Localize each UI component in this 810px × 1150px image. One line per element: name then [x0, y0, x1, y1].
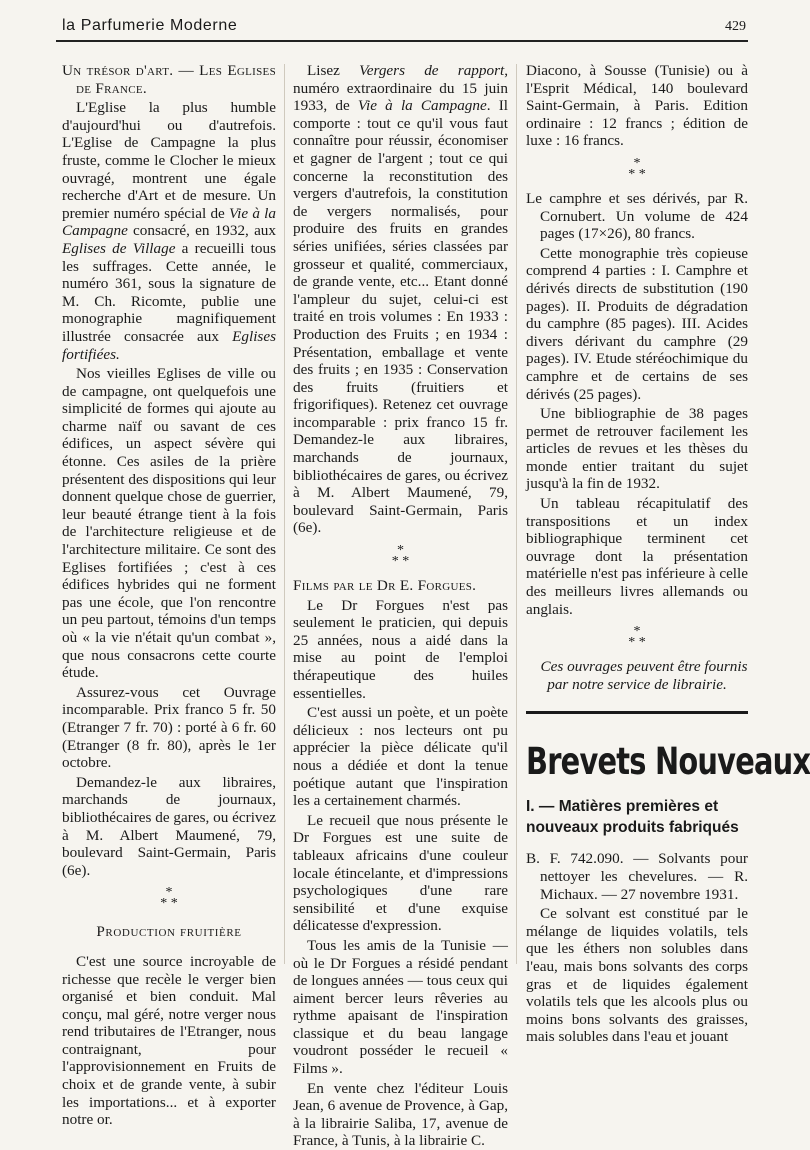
column-1: [62, 62, 276, 1129]
asterism-4: [526, 624, 748, 651]
asterism-1: [62, 885, 276, 912]
asterism-3: [526, 155, 748, 182]
camphre-paragraph-3: Un tableau récapitulatif des transpositions et un index bibliographique terminent cet ouvrage dont la présentation matérielle n'est pas inférieure à celle des meilleurs livres allemands ou anglais.: [526, 495, 748, 618]
films-paragraph-1: Le Dr Forgues n'est pas seulement le praticien, qui depuis 25 années, nous a aidé dans la mise au point de l'emploi thérapeutique des huiles essentielles.: [293, 596, 508, 702]
column-divider-1: [284, 64, 285, 964]
asterism-bottom: * *: [391, 554, 410, 570]
films-paragraph-5: En vente chez l'éditeur Louis Jean, 6 avenue de Provence, à Gap, à la librairie Saliba, 17, avenue de France, à Tunis, à la librairie C.: [293, 1079, 508, 1150]
asterism-bottom: * *: [628, 166, 646, 182]
header-rule: [56, 40, 748, 42]
page-header-title: la Parfumerie Moderne: [62, 17, 238, 34]
column-2: [293, 62, 509, 1150]
section-rule: [526, 711, 748, 714]
films-heading-text: Films par le Dr E. Forgues.: [293, 577, 477, 595]
page-number: 429: [725, 19, 746, 34]
tresor-p1-before: L'Eglise la plus humble d'aujourd'hui ou d'autrefois. L'Eglise de Campagne la plus fruste, comme le Clocher le mieux ouvragé, montrent une égale recherche d'Art et de mesure. Un premier numéro spécial de: [62, 99, 276, 222]
brevet-entry: [526, 850, 748, 903]
asterism-bottom: * *: [160, 896, 178, 912]
tresor-heading: [62, 62, 276, 97]
asterism-top: *: [633, 155, 641, 171]
column-3: [526, 62, 810, 1046]
column-divider-2: [516, 64, 517, 964]
camphre-heading: [526, 190, 748, 243]
camphre-heading-text: Le camphre et ses dérivés, par R. Cornubert. Un volume de 424 pages (17×26), 80 francs.: [526, 189, 748, 243]
eglises-fortifiees-title: Eglises fortifiées.: [62, 327, 276, 363]
camphre-paragraph-2: Une bibliographie de 38 pages permet de retrouver facilement les articles de revues et les thèses du monde entier traitant du sujet jusqu'à la fin de 1932.: [526, 405, 748, 493]
production-paragraph: C'est une source incroyable de richesse que recèle le verger bien organisé et bien conduit. Mal conçu, mal géré, notre verger nous rend tributaires de l'Etranger, nous contraignant, pour l'approvisionnement en Fruits de choix et de grande vente, à subir les importations... et à exporter notre or.: [62, 952, 276, 1129]
asterism-top: *: [633, 624, 641, 640]
vergers-p1-mid: , numéro extraordinaire du 15 juin 1933, de: [293, 62, 509, 115]
films-paragraph-3: Le recueil que nous présente le Dr Forgues est une suite de tableaux africains d'une couleur locale étincelante, et d'impressions psychologiques d'une rare sensibilité et d'une exquise délicatesse d'expression.: [293, 811, 508, 935]
vie-campagne-title-2: Vie à la Campagne: [357, 97, 487, 115]
matieres-premieres-subheading: I. — Matières premières et nouveaux produits fabriqués: [526, 798, 739, 837]
tresor-paragraph-2: Nos vieilles Eglises de ville ou de campagne, ont quelquefois une simplicité de formes qui ajoute au charme naïf ou savant de ces édifices, un aspect sévère qui étonne. Ces asiles de la prière présentent des dispositions qui leur donnent quelque chose de guerrier, leur beauté étrange tient à la fois de l'architecture religieuse et de l'architecture militaire. Ce sont des Eglises fortifiées ; c'est à ces édifices hybrides qui ne forment pas une école, que l'on rencontre un peu partout, témoins d'un temps où « la vie n'était qu'un combat », que nous consacrons cette courte étude.: [62, 365, 276, 682]
brevet-entry-text: B. F. 742.090. — Solvants pour nettoyer les chevelures. — R. Michaux. — 27 novembre 1931.: [526, 850, 748, 903]
tresor-p1-after: a recueilli tous les suffrages. Cette année, le numéro 361, sous la signature de M. Ch. Ricomte, publie une monographie magnifiquement illustrée consacrée aux: [62, 239, 276, 345]
brevet-paragraph: Ce solvant est constitué par le mélange de liquides volatils, tels que les éthers non solubles dans l'eau, mais bons solvants des corps gras et de liquides également volatils tels que les alcools plus ou moins bons solvants des graisses, mais solubles dans l'eau et jouant: [526, 905, 748, 1046]
vergers-rapport-title: Vergers de rapport: [359, 62, 505, 79]
films-paragraph-4: Tous les amis de la Tunisie — où le Dr Forgues a résidé pendant de longues années — tous ceux qui aiment bercer leurs rêveries au rythme apaisant de l'inspiration classique et du beau langage voudront posséder le recueil « Films ».: [293, 936, 508, 1078]
librairie-note: Ces ouvrages peuvent être fournis par notre service de librairie.: [540, 658, 748, 693]
films-heading: [293, 577, 508, 595]
films-paragraph-2: C'est aussi un poète, et un poète délicieux : nos lecteurs ont pu apprécier la pièce délicate qu'il nous a dédiée et dont la tenue poétique autant que l'inspiration les a certainement charmés.: [293, 704, 508, 810]
eglises-village-title: Eglises de Village: [62, 239, 176, 257]
camphre-paragraph-1: Cette monographie très copieuse comprend 4 parties : I. Camphre et dérivés directs de substitution (190 pages). II. Produits de dégradation du camphre (85 pages). III. Acides divers dérivant du camphre (29 pages). IV. Etude stéréochimique du camphre et de certains de ses dérivés (25 pages).: [526, 244, 748, 403]
vergers-p1-before: Lisez: [307, 62, 360, 79]
brevets-nouveaux-title: Brevets Nouveaux: [526, 740, 810, 784]
tresor-paragraph-1: [62, 99, 276, 363]
asterism-2: [293, 543, 508, 570]
asterism-top: *: [397, 543, 404, 559]
production-heading: Production fruitière: [96, 923, 242, 941]
asterism-top: *: [165, 885, 173, 901]
asterism-bottom: * *: [628, 635, 646, 651]
tresor-paragraph-4: Demandez-le aux libraires, marchands de journaux, bibliothécaires de gares, ou écrivez à M. Albert Maumené, 79, boulevard Saint-Germain, Paris (6e).: [62, 773, 276, 879]
tresor-heading-text: Un trésor d'art. — Les Eglises de France.: [62, 62, 276, 97]
films-continuation: Diacono, à Sousse (Tunisie) ou à l'Esprit Médical, 140 boulevard Saint-Germain, à Paris. Edition ordinaire : 12 francs ; édition de luxe : 16 francs.: [526, 62, 748, 150]
vergers-p1-after: . Il comporte : tout ce qu'il vous faut connaître pour réussir, économiser et gagner de l'argent ; tout ce qui concerne la reconstitution des vergers d'autrefois, la constitution de vergers normalisés, pour produire des fruits en grandes séries unifiées, séries classées par grosseur et qualité, commerciaux, de grande vente, etc... Etant donné l'ampleur du sujet, celui-ci est traité en trois volumes : En 1933 : Production des Fruits ; en 1934 : Présentation, emballage et vente des fruits ; en 1935 : Conservation des fruits (fruitiers et frigorifiques). Retenez cet ouvrage incomparable : prix franco 15 fr. Demandez-le aux libraires, marchands de journaux, bibliothécaires de gares, ou écrivez à M. Albert Maumené, 79, boulevard Saint-Germain, Paris (6e).: [293, 97, 509, 537]
vie-campagne-title: Vie à la Campagne: [62, 204, 276, 240]
vergers-paragraph: [293, 62, 508, 537]
tresor-paragraph-3: Assurez-vous cet Ouvrage incomparable. Prix franco 5 fr. 50 (Etranger 7 fr. 70) : porté à 6 fr. 60 (Etranger (8 fr. 80), après le 1er octobre.: [62, 683, 276, 772]
tresor-p1-mid: consacré, en 1932, aux: [127, 222, 276, 240]
